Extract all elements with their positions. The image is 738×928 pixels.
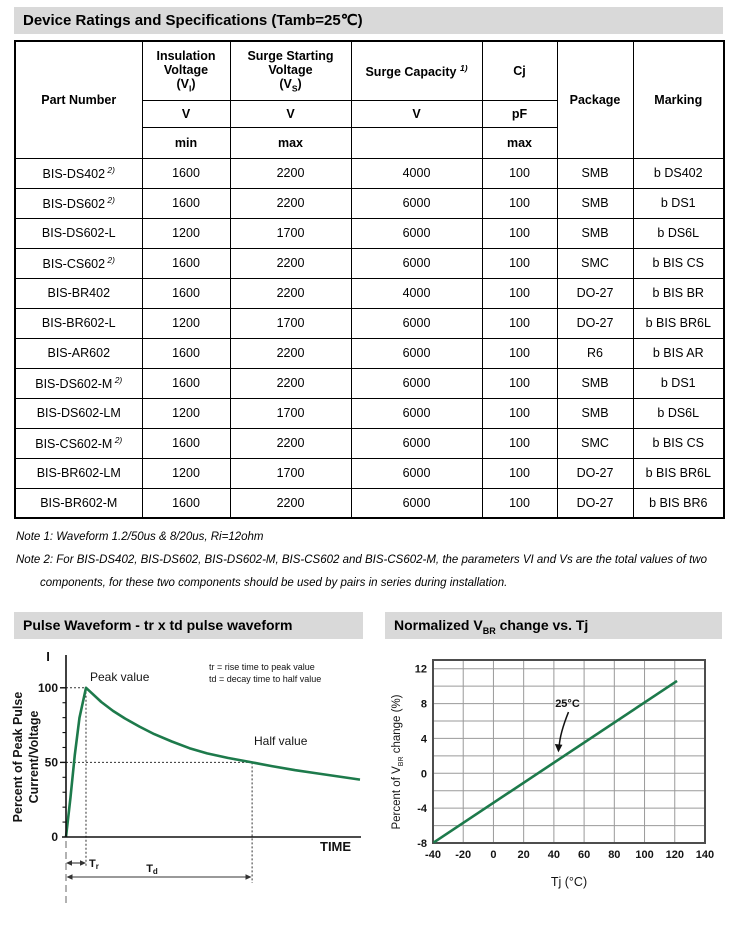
insulation-voltage-cell: 1200 — [142, 458, 230, 488]
marking-cell: b BIS AR — [633, 338, 724, 368]
y-tick-label: -8 — [417, 838, 427, 850]
insulation-voltage-cell: 1200 — [142, 308, 230, 338]
current-axis-symbol: I — [46, 649, 50, 664]
marking-cell: b DS402 — [633, 158, 724, 188]
surge-capacity-cell: 6000 — [351, 488, 482, 518]
part-number-cell: BIS-DS602-LM — [15, 398, 142, 428]
package-cell: SMC — [557, 428, 633, 458]
table-row — [15, 158, 724, 188]
unit-vi: V — [142, 100, 230, 127]
insulation-voltage-cell: 1600 — [142, 338, 230, 368]
x-tick-label: 80 — [608, 849, 621, 861]
cj-cell: 100 — [482, 188, 557, 218]
cj-cell: 100 — [482, 458, 557, 488]
part-number-cell: BIS-BR402 — [15, 278, 142, 308]
page-title: Device Ratings and Specifications (Tamb=25℃) — [23, 12, 363, 29]
table-row — [15, 368, 724, 398]
package-cell: DO-27 — [557, 488, 633, 518]
surge-starting-voltage-cell: 2200 — [230, 158, 351, 188]
insulation-voltage-cell: 1600 — [142, 188, 230, 218]
cj-cell: 100 — [482, 218, 557, 248]
package-cell: SMB — [557, 158, 633, 188]
x-tick-label: 0 — [490, 849, 497, 861]
annotation-25c-label: 25°C — [555, 698, 580, 711]
table-row — [15, 488, 724, 518]
insulation-voltage-cell: 1600 — [142, 428, 230, 458]
insulation-voltage-cell: 1200 — [142, 218, 230, 248]
part-number-cell: BIS-AR602 — [15, 338, 142, 368]
surge-capacity-cell: 6000 — [351, 248, 482, 278]
x-tick-label: 40 — [547, 849, 561, 861]
half-value-label: Half value — [254, 734, 308, 748]
tr-arrowhead-left-icon — [66, 860, 72, 866]
x-tick-label: -20 — [455, 849, 472, 861]
limit-vi: min — [142, 127, 230, 158]
table-row — [15, 398, 724, 428]
cj-cell: 100 — [482, 158, 557, 188]
table-row — [15, 188, 724, 218]
annotation-arrowhead-icon — [555, 744, 563, 752]
col-header-insulation-voltage: Insulation Voltage $(V_I)$ — [142, 41, 230, 100]
insulation-voltage-cell: 1600 — [142, 278, 230, 308]
part-number-cell: BIS-BR602-LM — [15, 458, 142, 488]
marking-cell: b DS1 — [633, 188, 724, 218]
surge-starting-voltage-cell: 1700 — [230, 458, 351, 488]
surge-capacity-cell: 6000 — [351, 308, 482, 338]
table-row — [15, 458, 724, 488]
table-row — [15, 338, 724, 368]
y-tick-label: -4 — [417, 803, 427, 816]
vbr-change-title: Normalized $V_{BR}$ change vs. Tj — [394, 617, 589, 636]
cj-cell: 100 — [482, 278, 557, 308]
td-arrowhead-right-icon — [246, 874, 252, 880]
marking-cell: b DS6L — [633, 398, 724, 428]
surge-capacity-cell: 6000 — [351, 218, 482, 248]
ratings-table — [14, 40, 725, 519]
tr-definition-label: tr = rise time to peak value — [209, 662, 315, 672]
y-tick-label: 50 — [44, 755, 58, 770]
x-axis-label: TIME — [320, 839, 352, 854]
insulation-voltage-cell: 1200 — [142, 398, 230, 428]
part-number-cell: BIS-DS602-L — [15, 218, 142, 248]
surge-starting-voltage-cell: 1700 — [230, 308, 351, 338]
package-cell: SMB — [557, 398, 633, 428]
x-tick-label: 20 — [517, 849, 530, 861]
cj-cell: 100 — [482, 368, 557, 398]
y-tick-label: 4 — [420, 733, 427, 746]
package-cell: SMB — [557, 218, 633, 248]
cj-cell: 100 — [482, 308, 557, 338]
marking-cell: b BIS CS — [633, 428, 724, 458]
surge-starting-voltage-cell: 2200 — [230, 188, 351, 218]
marking-cell: b BIS BR6 — [633, 488, 724, 518]
part-number-cell: BIS-DS602-M $^{2)}$ — [15, 368, 142, 398]
tr-label: Tr — [89, 858, 99, 871]
cj-cell: 100 — [482, 398, 557, 428]
surge-starting-voltage-cell: 2200 — [230, 278, 351, 308]
marking-cell: b DS1 — [633, 368, 724, 398]
unit-surge: V — [351, 100, 482, 127]
td-definition-label: td = decay time to half value — [209, 674, 322, 684]
y-tick-label: 100 — [37, 680, 58, 695]
unit-cj: pF — [482, 100, 557, 127]
note-1: Note 1: Waveform 1.2/50us & 8/20us, Ri=12ohm — [16, 531, 264, 543]
insulation-voltage-cell: 1600 — [142, 488, 230, 518]
surge-capacity-cell: 4000 — [351, 278, 482, 308]
tr-arrowhead-right-icon — [80, 860, 86, 866]
y-tick-label: 12 — [414, 663, 427, 676]
ratings-table-body — [15, 158, 724, 518]
col-header-surge-capacity: Surge Capacity $^{1)}$ — [351, 41, 482, 100]
part-number-cell: BIS-CS602 $^{2)}$ — [15, 248, 142, 278]
table-row — [15, 308, 724, 338]
marking-cell: b DS6L — [633, 218, 724, 248]
td-label: Td — [146, 863, 158, 876]
surge-starting-voltage-cell: 1700 — [230, 398, 351, 428]
cj-cell: 100 — [482, 248, 557, 278]
y-tick-label: 0 — [51, 830, 58, 844]
table-row — [15, 248, 724, 278]
table-row — [15, 428, 724, 458]
x-tick-label: 120 — [665, 849, 684, 861]
insulation-voltage-cell: 1600 — [142, 368, 230, 398]
surge-starting-voltage-cell: 2200 — [230, 248, 351, 278]
td-arrowhead-left-icon — [67, 874, 73, 880]
y-tick-label: 0 — [420, 768, 427, 781]
part-number-cell: BIS-CS602-M $^{2)}$ — [15, 428, 142, 458]
x-tick-label: 60 — [577, 849, 591, 861]
note-2-line-2: components, for these two components should be used by pairs in series during installation. — [40, 577, 508, 589]
surge-capacity-cell: 6000 — [351, 188, 482, 218]
insulation-voltage-cell: 1600 — [142, 248, 230, 278]
footnotes — [16, 526, 726, 595]
cj-cell: 100 — [482, 428, 557, 458]
surge-capacity-cell: 6000 — [351, 398, 482, 428]
package-cell: SMB — [557, 188, 633, 218]
pulse-waveform-chart — [0, 645, 370, 928]
col-header-surge-starting-voltage: Surge Starting Voltage $(V_S)$ — [230, 41, 351, 100]
y-tick-label: 8 — [420, 698, 427, 711]
vbr-change-section-header — [385, 612, 722, 639]
marking-cell: b BIS CS — [633, 248, 724, 278]
surge-starting-voltage-cell: 2200 — [230, 368, 351, 398]
limit-cj: max — [482, 127, 557, 158]
part-number-cell: BIS-BR602-L — [15, 308, 142, 338]
part-number-cell: BIS-DS602 $^{2)}$ — [15, 188, 142, 218]
pulse-waveform-section-header — [14, 612, 363, 639]
package-cell: SMC — [557, 248, 633, 278]
surge-starting-voltage-cell: 2200 — [230, 428, 351, 458]
package-cell: DO-27 — [557, 458, 633, 488]
y-axis-label: Percent of $V_{BR}$ change (%) — [391, 694, 405, 830]
col-header-part-number: Part Number — [15, 41, 142, 158]
surge-starting-voltage-cell: 1700 — [230, 218, 351, 248]
insulation-voltage-cell: 1600 — [142, 158, 230, 188]
x-axis-label: Tj (°C) — [550, 875, 588, 889]
col-header-cj: Cj — [482, 41, 557, 100]
cj-cell: 100 — [482, 488, 557, 518]
marking-cell: b BIS BR6L — [633, 458, 724, 488]
cj-cell: 100 — [482, 338, 557, 368]
col-header-marking: Marking — [633, 41, 724, 158]
y-axis-label-line2: Current/Voltage — [27, 710, 41, 804]
marking-cell: b BIS BR6L — [633, 308, 724, 338]
x-tick-label: -40 — [425, 849, 441, 861]
x-tick-label: 100 — [635, 849, 654, 861]
marking-cell: b BIS BR — [633, 278, 724, 308]
limit-surge — [351, 127, 482, 158]
surge-starting-voltage-cell: 2200 — [230, 488, 351, 518]
vbr-change-chart — [380, 650, 738, 928]
surge-capacity-cell: 6000 — [351, 338, 482, 368]
unit-vs: V — [230, 100, 351, 127]
part-number-cell: BIS-BR602-M — [15, 488, 142, 518]
table-row — [15, 218, 724, 248]
package-cell: DO-27 — [557, 278, 633, 308]
table-row — [15, 278, 724, 308]
surge-capacity-cell: 6000 — [351, 458, 482, 488]
package-cell: R6 — [557, 338, 633, 368]
limit-vs: max — [230, 127, 351, 158]
col-header-package: Package — [557, 41, 633, 158]
surge-capacity-cell: 4000 — [351, 158, 482, 188]
page-title-bar — [14, 7, 723, 34]
surge-capacity-cell: 6000 — [351, 368, 482, 398]
surge-starting-voltage-cell: 2200 — [230, 338, 351, 368]
note-2-line-1: Note 2: For BIS-DS402, BIS-DS602, BIS-DS602-M, BIS-CS602 and BIS-CS602-M, the parameters VI and Vs are the total values of two — [16, 554, 707, 566]
surge-capacity-cell: 6000 — [351, 428, 482, 458]
pulse-waveform-title: Pulse Waveform - tr x td pulse waveform — [23, 617, 293, 633]
part-number-cell: BIS-DS402 $^{2)}$ — [15, 158, 142, 188]
package-cell: DO-27 — [557, 308, 633, 338]
annotation-arrow — [559, 712, 568, 746]
y-axis-label-line1: Percent of Peak Pulse — [11, 691, 25, 823]
package-cell: SMB — [557, 368, 633, 398]
x-tick-label: 140 — [695, 849, 715, 861]
peak-value-label: Peak value — [90, 670, 150, 684]
